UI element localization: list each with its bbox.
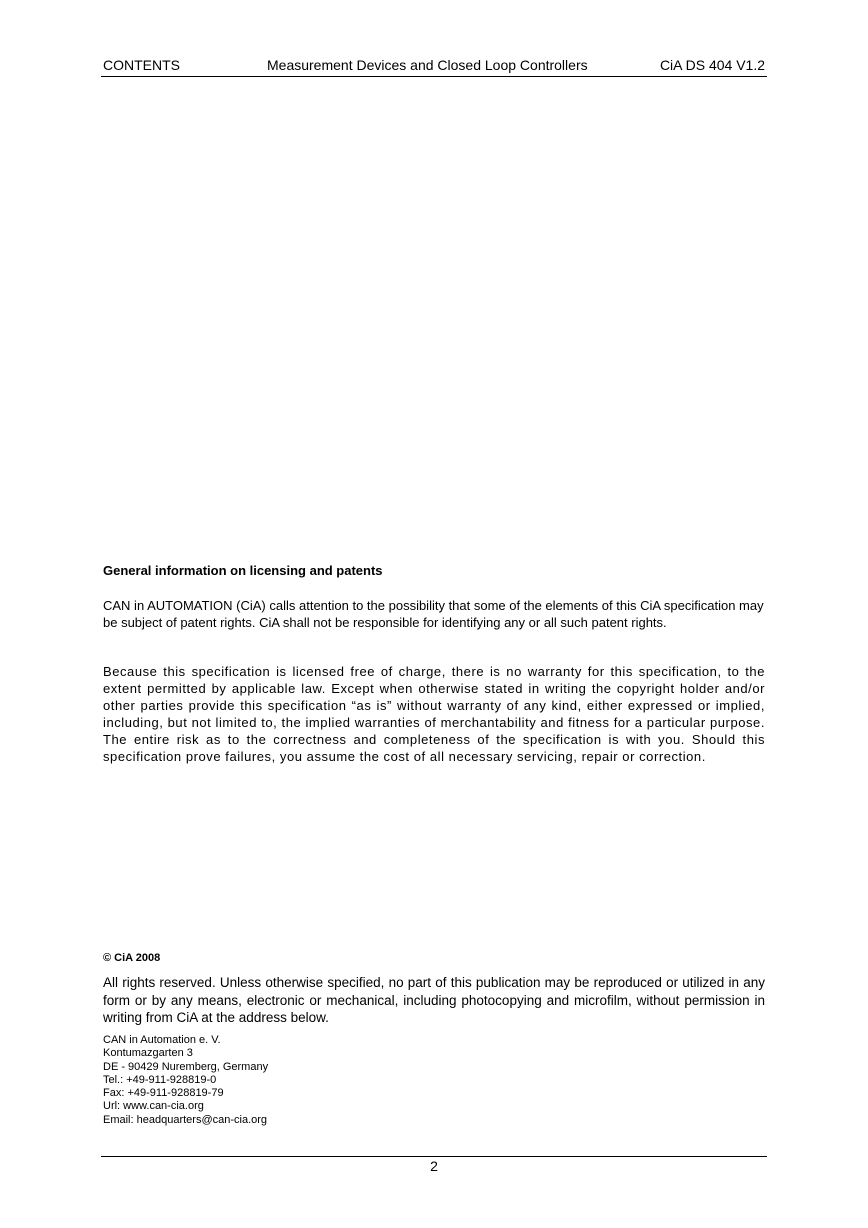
- page-number: 2: [430, 1158, 438, 1174]
- publisher-address: [103, 1034, 765, 1127]
- footer-divider: [101, 1156, 767, 1157]
- header-document-title: Measurement Devices and Closed Loop Controllers: [267, 57, 588, 73]
- licensing-patent-paragraph: CAN in AUTOMATION (CiA) calls attention to the possibility that some of the elements of this CiA specification may be subject of patent rights. CiA shall not be responsible for identifying any or all such patent rights.: [103, 598, 764, 630]
- copyright-heading: © CiA 2008: [103, 952, 161, 964]
- licensing-heading: General information on licensing and patents: [103, 563, 383, 578]
- address-email: Email: headquarters@can-cia.org: [103, 1113, 268, 1126]
- address-city: DE - 90429 Nuremberg, Germany: [103, 1060, 269, 1073]
- page-header: [101, 56, 767, 77]
- header-document-id: CiA DS 404 V1.2: [659, 57, 765, 73]
- address-fax: Fax: +49-911-928819-79: [103, 1087, 224, 1100]
- address-street: Kontumazgarten 3: [103, 1047, 193, 1060]
- address-url: Url: www.can-cia.org: [103, 1100, 204, 1113]
- header-section-label: CONTENTS: [103, 57, 180, 73]
- address-organization: CAN in Automation e. V.: [103, 1034, 221, 1046]
- rights-reserved-paragraph: All rights reserved. Unless otherwise specified, no part of this publication may be reproduced or utilized in any form or by any means, electronic or mechanical, including photocopying and microfilm, without permission in writing from CiA at the address below.: [103, 975, 765, 1025]
- address-telephone: Tel.: +49-911-928819-0: [103, 1073, 217, 1086]
- licensing-warranty-paragraph: Because this specification is licensed free of charge, there is no warranty for this specification, to the extent permitted by applicable law. Except when otherwise stated in writing the copyright holder and/or other parties provide this specification “as is” without warranty of any kind, either expressed or implied, including, but not limited to, the implied warranties of merchantability and fitness for a particular purpose. The entire risk as to the correctness and completeness of the specification is with you. Should this specification prove failures, you assume the cost of all necessary servicing, repair or correction.: [103, 664, 765, 764]
